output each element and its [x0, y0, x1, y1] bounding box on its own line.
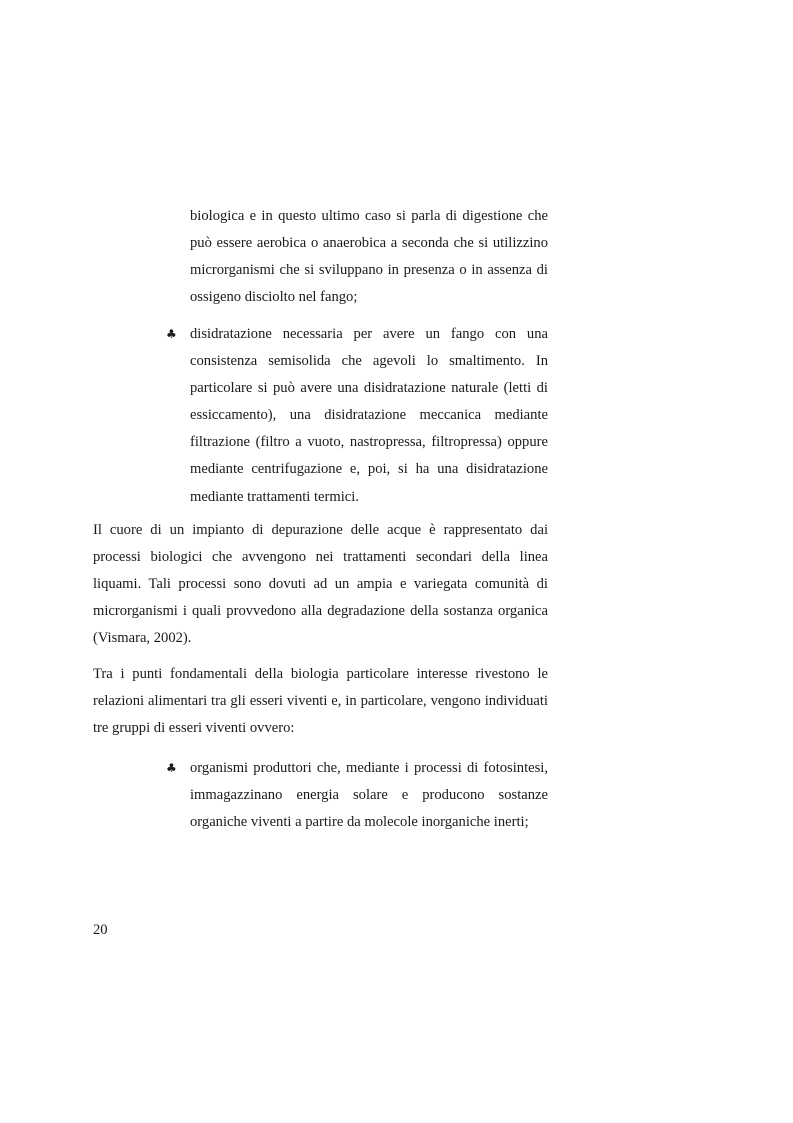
- paragraph-cuore-impianto: Il cuore di un impianto di depurazione delle acque è rappresentato dai processi biologici che avvengono nei trattamenti secondari della linea liquami. Tali processi sono dovuti ad un ampia e variegata comunità di microrganismi i quali provvedono alla degradazione della sostanza organica (Vismara, 2002).: [93, 522, 548, 647]
- bullet-item-disidratazione: disidratazione necessaria per avere un fango con una consistenza semisolida che agevoli lo smaltimento. In particolare si può avere una disidratazione naturale (letti di essiccamento), una disidratazione meccanica mediante filtrazione (filtro a vuoto, nastropressa, filtropressa) oppure mediante centrifugazione e, poi, si ha una disidratazione mediante trattamenti termici.: [190, 326, 548, 505]
- paragraph-punti-fondamentali: Tra i punti fondamentali della biologia particolare interesse rivestono le relazioni alimentari tra gli esseri viventi e, in particolare, vengono individuati tre gruppi di esseri viventi ovvero:: [93, 666, 548, 737]
- club-bullet-icon: ♣: [166, 761, 177, 775]
- club-bullet-icon: ♣: [166, 327, 177, 341]
- page-number: 20: [93, 922, 108, 938]
- bullet-continuation-text: biologica e in questo ultimo caso si parla di digestione che può essere aerobica o anaerobica a seconda che si utilizzino microrganismi che si sviluppano in presenza o in assenza di ossigeno disciolto nel fango;: [190, 208, 548, 306]
- bullet-item-organismi-produttori: organismi produttori che, mediante i processi di fotosintesi, immagazzinano energia solare e producono sostanze organiche viventi a partire da molecole inorganiche inerti;: [190, 760, 548, 831]
